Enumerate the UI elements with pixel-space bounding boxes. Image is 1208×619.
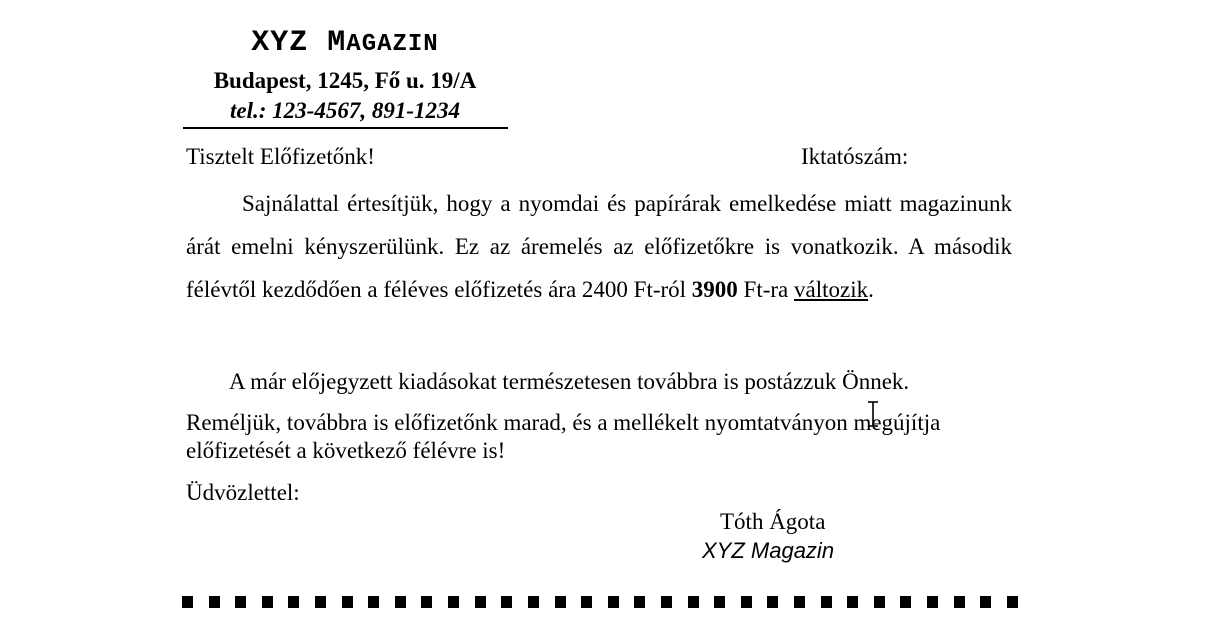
cut-line-dash: [927, 596, 938, 608]
signer-organization: XYZ Magazin: [702, 538, 835, 563]
cut-line-dash: [235, 596, 246, 608]
header-divider: [183, 127, 508, 129]
closing-greeting: Üdvözlettel:: [186, 480, 300, 505]
publisher-address: Budapest, 1245, Fő u. 19/A: [213, 68, 477, 93]
cut-line-dash: [688, 596, 699, 608]
cut-line-dash: [182, 596, 193, 608]
cut-line-dash: [262, 596, 273, 608]
magazine-title-rest: AGAZIN: [346, 31, 439, 58]
cut-line-dash: [661, 596, 672, 608]
cut-line-dash: [368, 596, 379, 608]
cut-line-dash: [1007, 596, 1018, 608]
publisher-phone: tel.: 123-4567, 891-1234: [230, 98, 460, 123]
changes-word: változik: [794, 277, 869, 302]
cut-line-dash: [528, 596, 539, 608]
cut-line-dash: [501, 596, 512, 608]
paragraph-delivery: A már előjegyzett kiadásokat természetesen továbbra is postázzuk Önnek.: [229, 369, 910, 394]
signer-name: Tóth Ágota: [720, 509, 826, 534]
cut-line-dash: [794, 596, 805, 608]
paragraph1-text: Sajnálattal értesítjük, hogy a nyomdai és papírárak emelkedése miatt magazinunk árát emelni kényszerülünk. Ez az áremelés az előfizetőkre is vonatkozik. A második félévtől kezdődően a féléves előfizetés ára 2400 Ft-ról: [186, 191, 1012, 302]
cut-line-dash: [954, 596, 965, 608]
cut-line-dash: [821, 596, 832, 608]
text-cursor-icon: [866, 401, 880, 427]
cut-line-dash: [634, 596, 645, 608]
cut-line-dash: [581, 596, 592, 608]
cut-line-dash: [741, 596, 752, 608]
new-price-amount: 3900: [691, 277, 738, 302]
cut-line-dash: [900, 596, 911, 608]
cut-line-dash: [209, 596, 220, 608]
paragraph-price-increase: [186, 182, 1012, 311]
salutation: Tisztelt Előfizetőnk!: [186, 144, 375, 169]
cut-line-dash: [315, 596, 326, 608]
cut-line: [182, 596, 1018, 608]
cut-line-dash: [874, 596, 885, 608]
magazine-title: [184, 25, 506, 63]
cut-line-dash: [714, 596, 725, 608]
cut-line-dash: [608, 596, 619, 608]
reference-number-label: Iktatószám:: [801, 144, 909, 169]
cut-line-dash: [767, 596, 778, 608]
paragraph-renewal: Reméljük, továbbra is előfizetőnk marad, és a mellékelt nyomtatványon megújítja előfizetését a következő félévre is!: [186, 410, 941, 463]
paragraph1-period: .: [868, 277, 874, 302]
cut-line-dash: [980, 596, 991, 608]
cut-line-dash: [475, 596, 486, 608]
cut-line-dash: [288, 596, 299, 608]
cut-line-dash: [395, 596, 406, 608]
cut-line-dash: [847, 596, 858, 608]
cut-line-dash: [555, 596, 566, 608]
cut-line-dash: [342, 596, 353, 608]
magazine-title-first: XYZ M: [251, 26, 347, 60]
paragraph1-text-continued: Ft-ra: [737, 277, 795, 302]
cut-line-dash: [421, 596, 432, 608]
cut-line-dash: [448, 596, 459, 608]
